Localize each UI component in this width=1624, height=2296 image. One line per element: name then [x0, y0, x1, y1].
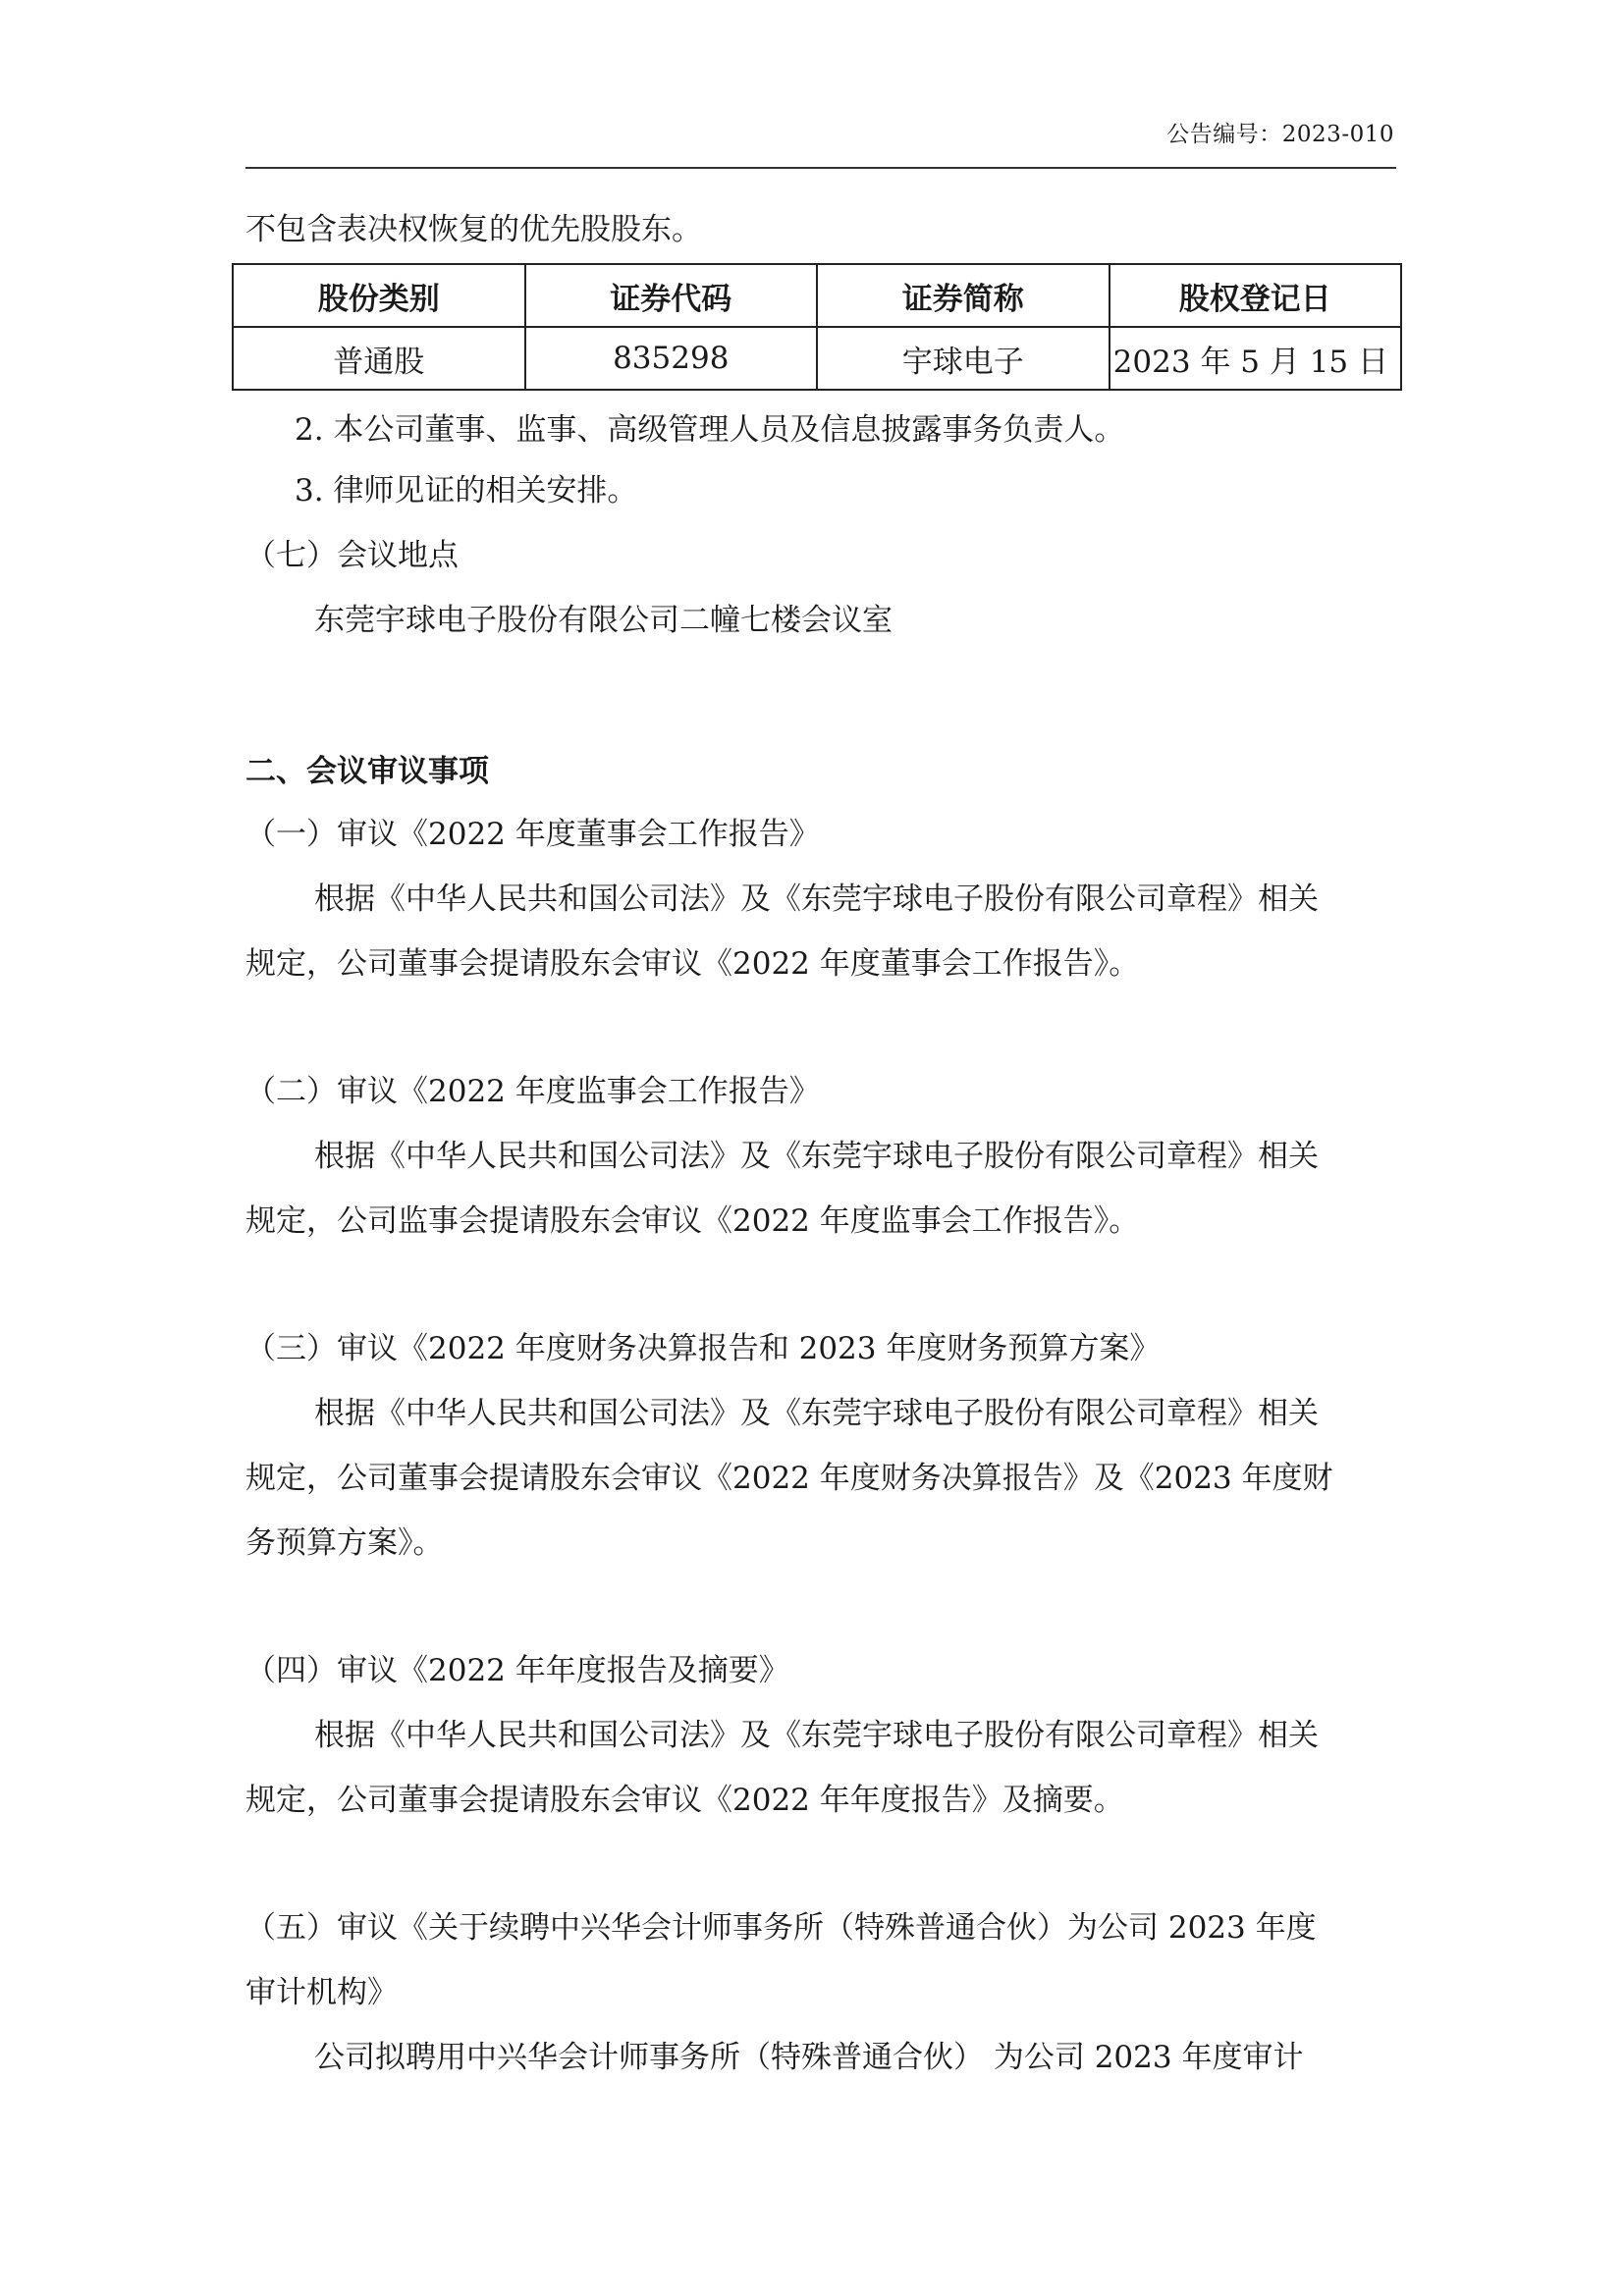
subsection-5-heading: （五）审议《关于续聘中兴华会计师事务所（特殊普通合伙）为公司 2023 年度: [245, 1910, 1317, 1946]
record-date-cell: 2023 年 5 月 15 日: [1110, 327, 1402, 390]
section-2-title: 二、会议审议事项: [245, 754, 489, 789]
subsection-3-body-line: 规定，公司董事会提请股东会审议《2022 年度财务决算报告》及《2023 年度财: [245, 1461, 1333, 1496]
announcement-number: 公告编号：2023-010: [1166, 122, 1394, 147]
subsection-1-body-line: 根据《中华人民共和国公司法》及《东莞宇球电子股份有限公司章程》相关: [314, 881, 1319, 917]
subsection-2-heading: （二）审议《2022 年度监事会工作报告》: [245, 1074, 820, 1109]
subsection-3-heading: （三）审议《2022 年度财务决算报告和 2023 年度财务预算方案》: [245, 1331, 1161, 1366]
table-header-cell: 证券代码: [525, 264, 818, 327]
table-header-cell: 股权登记日: [1110, 264, 1402, 327]
subsection-3-body-line: 根据《中华人民共和国公司法》及《东莞宇球电子股份有限公司章程》相关: [314, 1396, 1319, 1431]
item-2: 2. 本公司董事、监事、高级管理人员及信息披露事务负责人。: [295, 412, 1125, 448]
table-header-cell: 股份类别: [233, 264, 525, 327]
item-3: 3. 律师见证的相关安排。: [295, 473, 638, 508]
subsection-4-heading: （四）审议《2022 年年度报告及摘要》: [245, 1653, 789, 1688]
subsection-1-heading: （一）审议《2022 年度董事会工作报告》: [245, 817, 820, 852]
table-header-row: [233, 264, 1401, 327]
subsection-1-body-line: 规定，公司董事会提请股东会审议《2022 年度董事会工作报告》。: [245, 946, 1140, 982]
subsection-5-heading-cont: 审计机构》: [245, 1975, 398, 2010]
table-row: [233, 327, 1401, 390]
header-divider: [245, 167, 1396, 169]
security-name-cell: 宇球电子: [817, 327, 1110, 390]
subsection-4-body-line: 根据《中华人民共和国公司法》及《东莞宇球电子股份有限公司章程》相关: [314, 1718, 1319, 1753]
share-registration-table: [232, 263, 1402, 391]
subsection-2-body-line: 规定，公司监事会提请股东会审议《2022 年度监事会工作报告》。: [245, 1203, 1140, 1239]
venue-text: 东莞宇球电子股份有限公司二幢七楼会议室: [314, 603, 893, 638]
security-code-cell: 835298: [525, 327, 818, 390]
venue-heading: （七）会议地点: [245, 538, 459, 573]
subsection-5-body-line: 公司拟聘用中兴华会计师事务所（特殊普通合伙） 为公司 2023 年度审计: [314, 2040, 1304, 2075]
intro-line: 不包含表决权恢复的优先股股东。: [245, 212, 702, 247]
subsection-3-body-line: 务预算方案》。: [245, 1525, 444, 1561]
subsection-2-body-line: 根据《中华人民共和国公司法》及《东莞宇球电子股份有限公司章程》相关: [314, 1139, 1319, 1174]
table-header-cell: 证券简称: [817, 264, 1110, 327]
share-class-cell: 普通股: [233, 327, 525, 390]
subsection-4-body-line: 规定，公司董事会提请股东会审议《2022 年年度报告》及摘要。: [245, 1783, 1124, 1818]
